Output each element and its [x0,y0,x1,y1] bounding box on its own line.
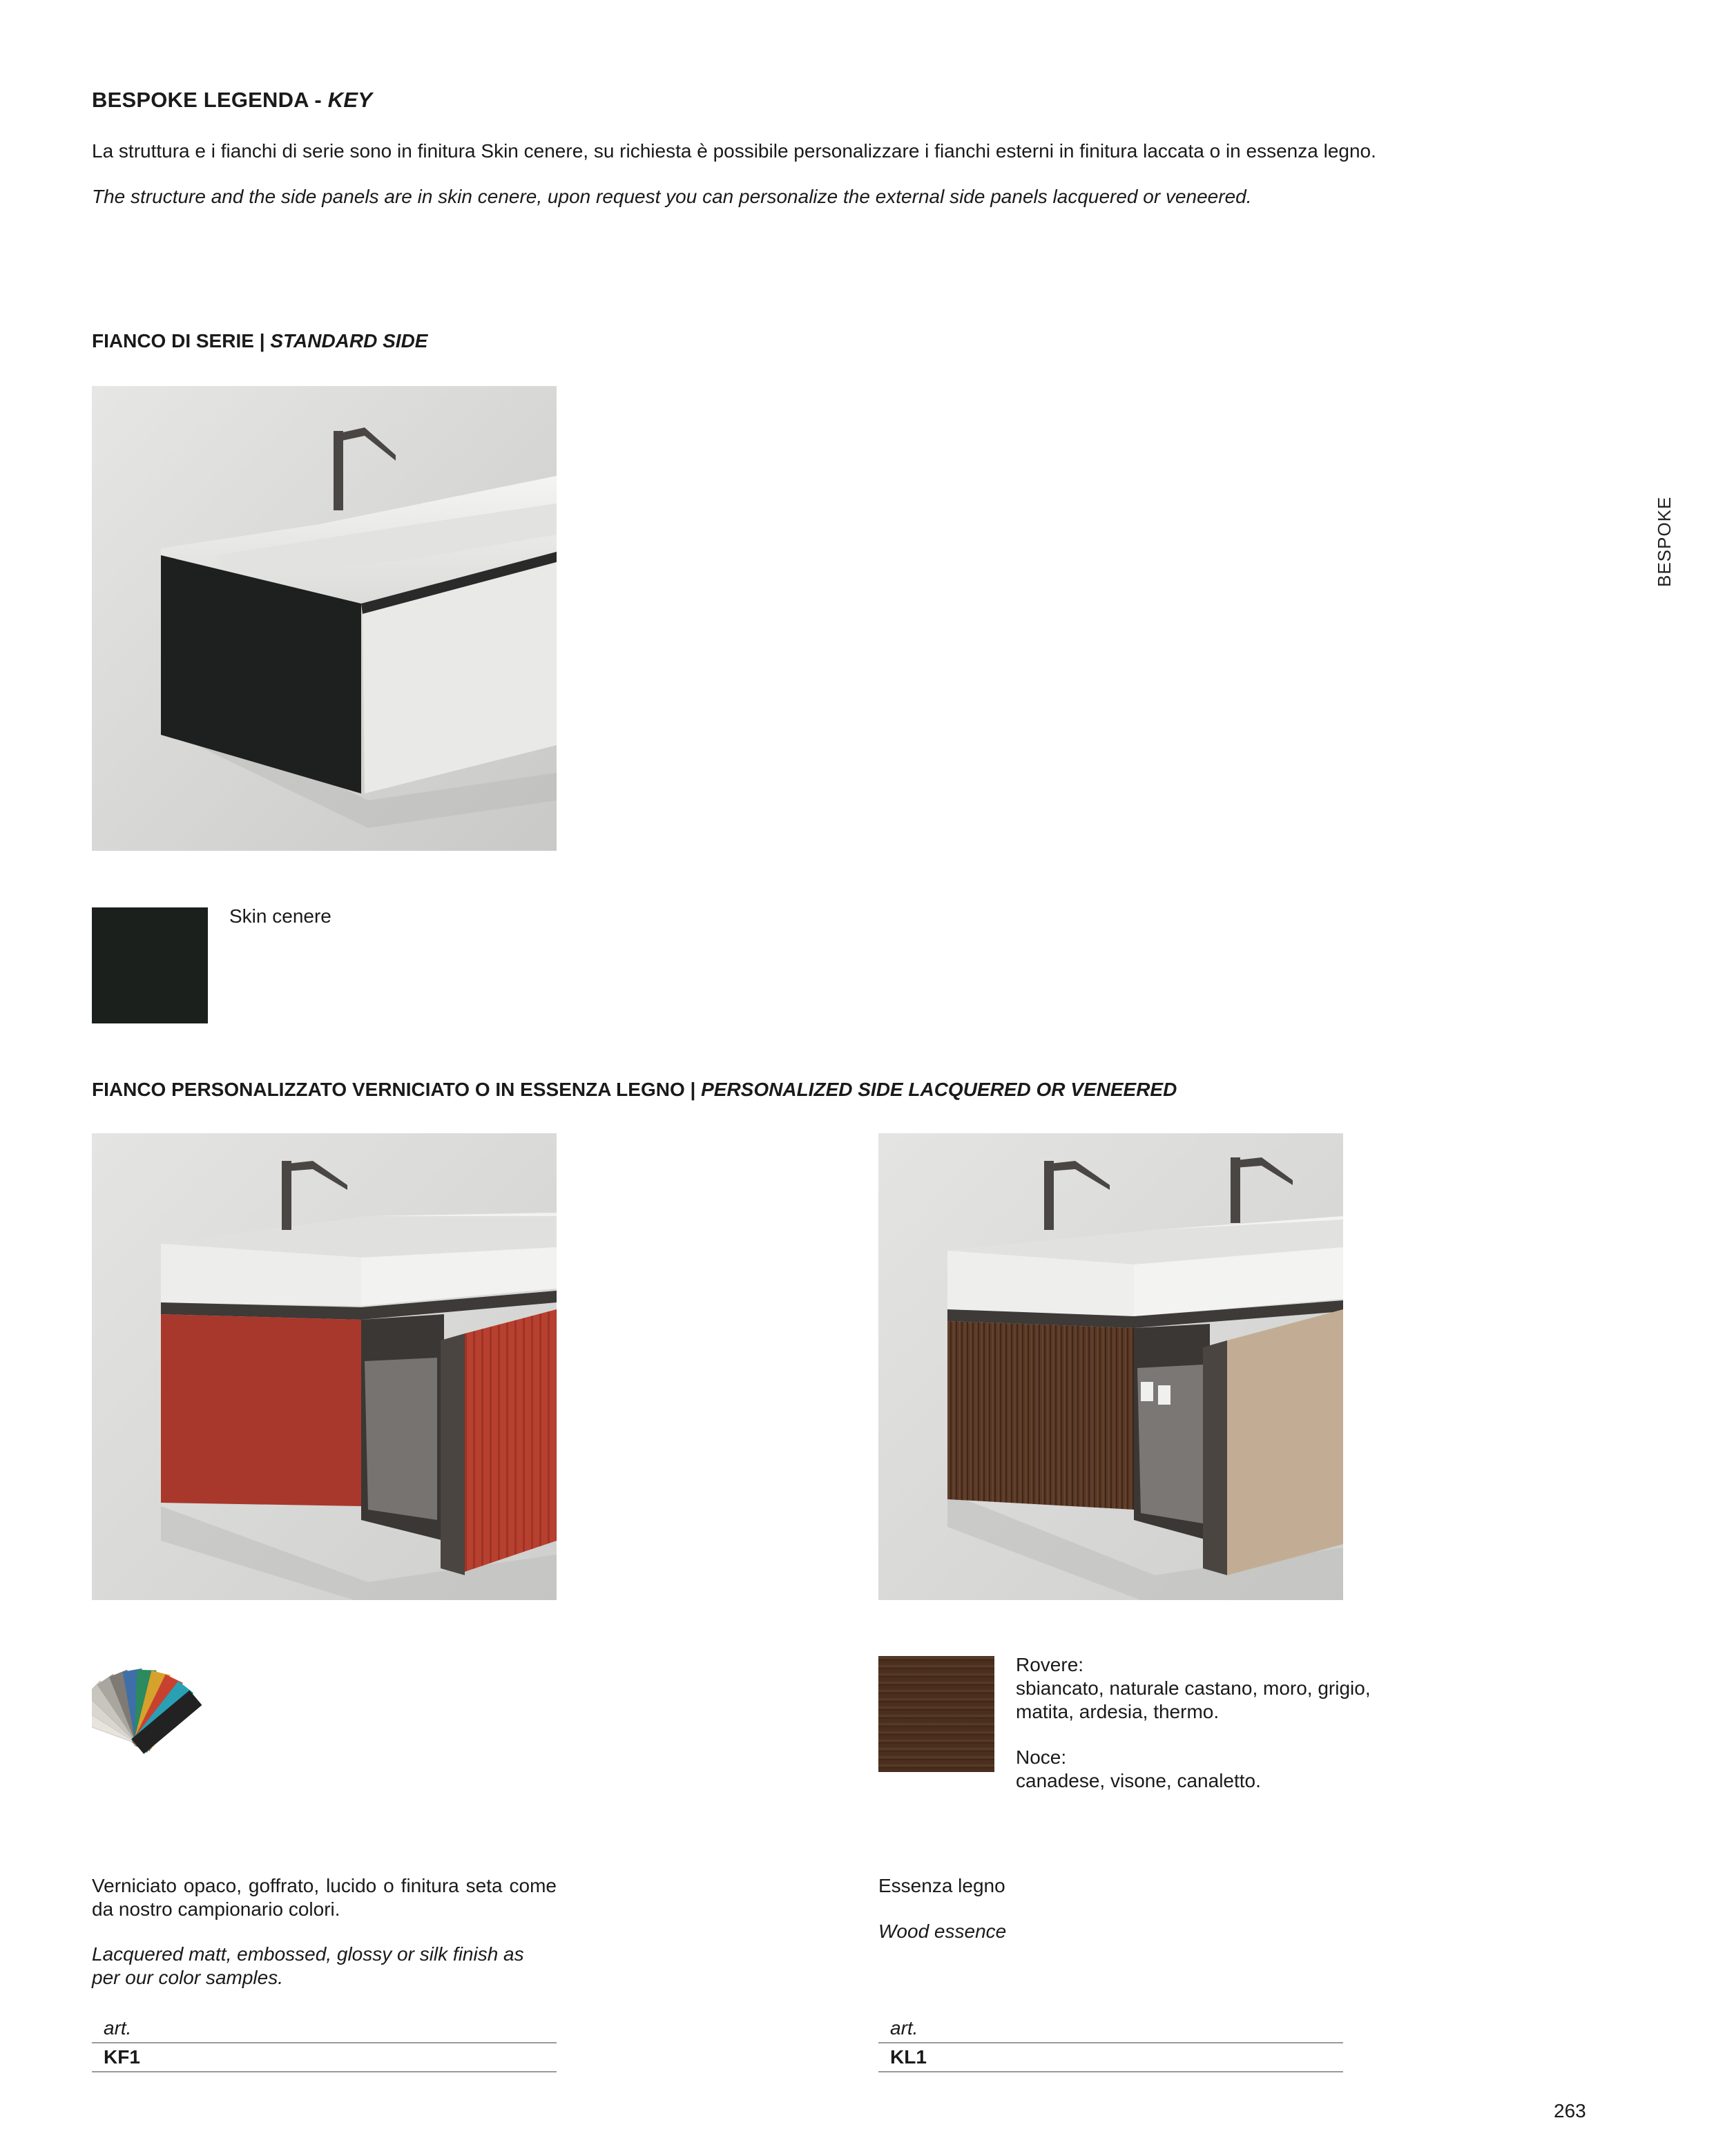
section-title-standard-it: FIANCO DI SERIE | [92,330,271,352]
lacquered-art-label: art. [104,2017,132,2039]
rovere-block [1016,1653,1375,1793]
section-title-personalized-en: PERSONALIZED SIDE LACQUERED OR VENEERED [701,1079,1177,1100]
wood-art-rule-top [878,2042,1343,2043]
page-title [92,88,372,113]
lacquered-art-rule-top [92,2042,557,2043]
lacquered-art-rule-bottom [92,2071,557,2072]
noce-title: Noce: [1016,1746,1067,1768]
rovere-title: Rovere: [1016,1654,1084,1675]
side-tab-bespoke: BESPOKE [1654,496,1675,587]
section-title-standard [92,330,427,352]
page-title-key: KEY [327,88,373,112]
lacquered-side-photo [92,1133,557,1600]
section-title-personalized [92,1079,1177,1101]
lacquered-desc-italian: Verniciato opaco, goffrato, lucido o finitura seta come da nostro campionario colori. [92,1875,557,1920]
color-samples-fan-icon [92,1656,211,1775]
lacquered-art-code: KF1 [104,2046,140,2068]
section-title-personalized-it: FIANCO PERSONALIZZATO VERNICIATO O IN ESSENZA LEGNO | [92,1079,702,1100]
wood-desc-italian: Essenza legno [878,1875,1005,1896]
swatch-dark-wood [878,1656,994,1772]
wood-art-code: KL1 [890,2046,927,2068]
wood-side-photo [878,1133,1343,1600]
intro-italian: La struttura e i fianchi di serie sono in finitura Skin cenere, su richiesta è possibile personalizzare i fianchi esterni in finitura laccata o in essenza legno. [92,140,1376,162]
rovere-list: sbiancato, naturale castano, moro, grigio, matita, ardesia, thermo. [1016,1677,1371,1722]
intro-english: The structure and the side panels are in skin cenere, upon request you can personalize the external side panels lacquered or veneered. [92,186,1252,207]
wood-desc-english: Wood essence [878,1921,1007,1942]
swatch-skin-cenere [92,907,208,1023]
noce-list: canadese, visone, canaletto. [1016,1770,1261,1791]
lacquered-desc-english: Lacquered matt, embossed, glossy or silk finish as per our color samples. [92,1943,524,1988]
page-title-main: BESPOKE LEGENDA - [92,88,328,112]
wood-art-rule-bottom [878,2071,1343,2072]
wood-art-label: art. [890,2017,918,2039]
page-number: 263 [1554,2100,1586,2121]
standard-side-photo [92,386,557,851]
swatch-skin-cenere-label: Skin cenere [229,905,331,927]
section-title-standard-en: STANDARD SIDE [270,330,428,352]
